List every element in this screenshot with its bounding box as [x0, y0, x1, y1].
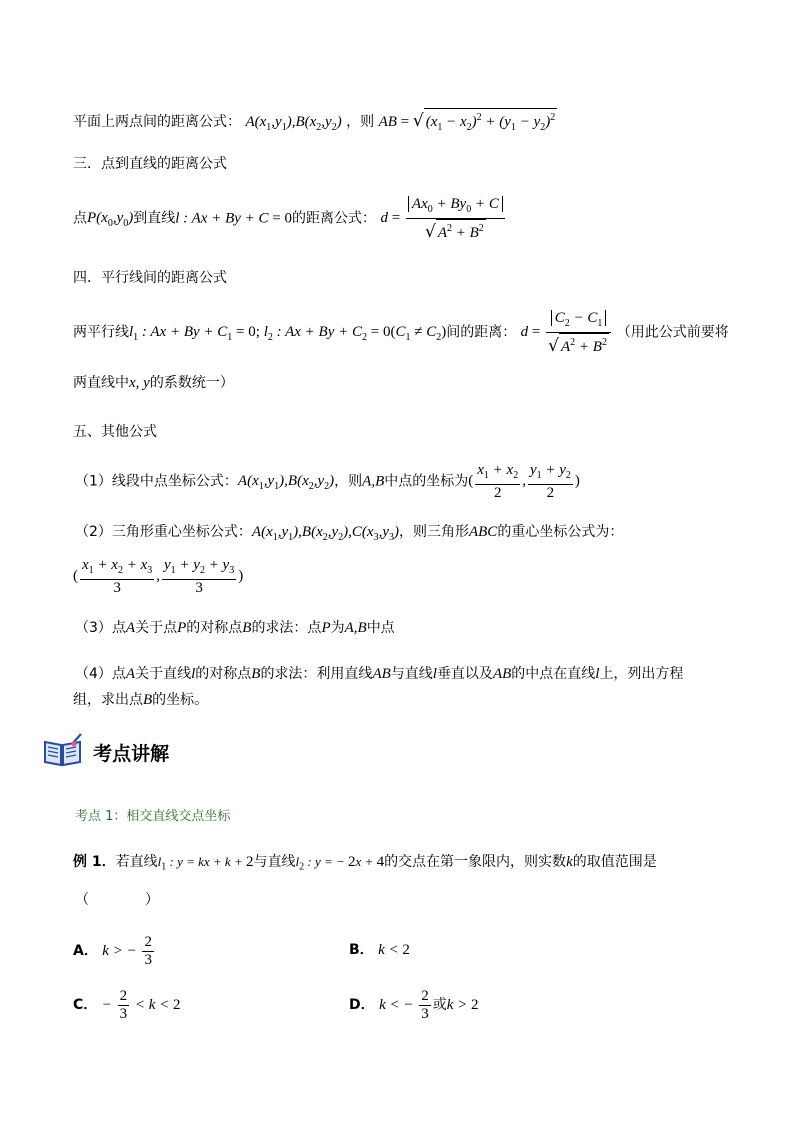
- item1-b: ，则: [334, 473, 363, 490]
- option-c[interactable]: [73, 988, 181, 1023]
- option-c-formula: − $\frac{2}{3}$ < k < 2: [101, 988, 181, 1022]
- formula-centroid: ( $\frac{x_1 + x_2 + x_3}{3}$ , $\frac{y_1 + y_2 + y_3}{3}$ ): [73, 557, 244, 596]
- formula-l2: $l_2$ : y = − 2x + 4: [295, 854, 385, 873]
- item4-f: 垂直以及: [436, 666, 493, 682]
- item4-d: 的求法：利用直线: [260, 666, 373, 682]
- two-points-prefix: 平面上两点间的距离公式：: [73, 114, 241, 130]
- formula-l1: $l_1$ : y = kx + k + 2: [157, 854, 254, 873]
- item2-b: ，则三角形: [398, 524, 469, 540]
- topic-label: 考点 1：相交直线交点坐标: [75, 809, 231, 824]
- formula-parallel-lines: $l_1$ : $Ax + By + C_1 = 0$; $l_2$ : $Ax + By + C_2 = 0(C_1 \ne C_2)$: [129, 324, 447, 344]
- option-d-formula2: k > 2: [446, 996, 479, 1013]
- answer-paren: （ ）: [75, 892, 159, 908]
- example-text-d: 的取值范围是: [572, 854, 657, 870]
- formula-line-l: l : Ax + By + C = 0: [175, 210, 292, 227]
- section3-title: 三．点到直线的距离公式: [73, 156, 227, 172]
- parallel-p1: 两平行线: [73, 324, 129, 341]
- point-line-p3: 的距离公式：: [292, 210, 376, 227]
- section4-title: 四．平行线间的距离公式: [73, 270, 227, 286]
- item2-centroid: [75, 522, 720, 548]
- item4-line2-a: 组，求出点: [73, 692, 143, 708]
- item3-f: 中点: [366, 620, 395, 636]
- section5-title: 五、其他公式: [73, 424, 157, 440]
- formula-ab-distance: AB = √ $(x_1 - x_2)^2 + (y_1 - y_2)^2$: [379, 114, 558, 130]
- item2-centroid-formula: [73, 557, 243, 597]
- section-heading: [42, 732, 169, 772]
- point-line-distance-line: [73, 196, 507, 242]
- item4-h: 上，列出方程: [599, 666, 684, 682]
- option-b[interactable]: [349, 940, 410, 960]
- formula-abc: ABC: [468, 524, 498, 540]
- parallel-p2: 间的距离：: [446, 324, 517, 341]
- point-line-p2: 到直线: [133, 210, 176, 227]
- option-a[interactable]: [73, 934, 156, 969]
- example-question: 例 1．若直线$l_1$ : y = kx + k + 2与直线$l_2$ : y = − 2x + 4的交点在第一象限内，则实数k的取值范围是: [73, 854, 657, 873]
- formula-point-p: $P(x_0,y_0)$: [87, 210, 134, 230]
- option-a-label: A．: [73, 942, 98, 959]
- open-book-icon: [42, 732, 84, 772]
- example-text-b: 与直线: [253, 854, 296, 870]
- formula-ab: A,B: [362, 473, 385, 490]
- formula-midpoint: ( $\frac{x_1 + x_2}{2}$ , $\frac{y_1 + y_2}{2}$ ): [468, 462, 580, 501]
- item4-line2: 组，求出点B的坐标。: [73, 692, 209, 708]
- example-label: 例 1．: [73, 854, 116, 870]
- item3-d: 的求法：点: [251, 620, 322, 636]
- parallel-distance-line: [73, 310, 729, 356]
- item2-c: 的重心坐标公式为：: [497, 524, 624, 540]
- item2-a: （2）三角形重心坐标公式：: [75, 524, 252, 540]
- distance-two-points-line: [73, 108, 557, 138]
- item1-midpoint: [75, 462, 580, 502]
- item4-b: 关于直线: [135, 666, 192, 682]
- section-heading-title: 考点讲解: [93, 742, 170, 765]
- option-d-label: D．: [349, 996, 375, 1013]
- option-c-label: C．: [73, 996, 98, 1013]
- item3-b: 关于点: [135, 620, 178, 636]
- parallel-line2-a: 两直线中: [73, 375, 129, 391]
- item4-e: 与直线: [390, 666, 433, 682]
- option-d[interactable]: [349, 988, 479, 1023]
- parallel-note: （用此公式前要将: [616, 324, 729, 341]
- item4-g: 的中点在直线: [511, 666, 596, 682]
- item3-a: （3）点: [75, 620, 126, 636]
- option-d-formula: k < − $\frac{2}{3}$: [379, 988, 429, 1022]
- formula-xy: x, y: [129, 375, 150, 391]
- item1-c: 中点的坐标为: [384, 473, 469, 490]
- point-line-p1: 点: [73, 210, 87, 227]
- option-b-label: B．: [349, 942, 374, 958]
- option-a-formula: k > − $\frac{2}{3}$: [102, 934, 152, 968]
- item3-symmetric-point: （3）点A关于点P的对称点B的求法：点P为A,B中点: [75, 620, 395, 636]
- option-d-or: 或: [432, 996, 447, 1013]
- item4-c: 的对称点: [195, 666, 252, 682]
- option-b-formula: k < 2: [378, 942, 410, 958]
- parallel-line2-b: 的系数统一）: [149, 375, 234, 391]
- two-points-mid: ，则: [346, 114, 375, 130]
- formula-two-points: $A(x_1,y_1),B(x_2,y_2)$: [245, 114, 342, 133]
- item4-line2-b: 的坐标。: [152, 692, 209, 708]
- parallel-line2: [73, 373, 234, 393]
- item3-c: 的对称点: [186, 620, 243, 636]
- example-text-c: 的交点在第一象限内，则实数: [384, 854, 567, 870]
- item4-a: （4）点: [75, 666, 126, 682]
- example-text-a: 若直线: [115, 854, 158, 870]
- item3-e: 为: [330, 620, 345, 636]
- formula-point-line-d: d = $\frac{Ax_0 + By_0 + C}{√ A^2 + B^2}$: [380, 210, 506, 226]
- formula-parallel-d: d = $\frac{C_2 - C_1}{√ A^2 + B^2}$: [521, 324, 617, 340]
- formula-item2-points: $A(x_1,y_1),B(x_2,y_2),C(x_3,y_3)$: [251, 524, 399, 543]
- formula-item1-points: $A(x_1,y_1),B(x_2,y_2)$: [237, 473, 335, 493]
- item4-symmetric-line: （4）点A关于直线l的对称点B的求法：利用直线AB与直线l垂直以及AB的中点在直线l上，列出方程: [75, 666, 684, 682]
- item1-a: （1）线段中点坐标公式：: [75, 473, 238, 490]
